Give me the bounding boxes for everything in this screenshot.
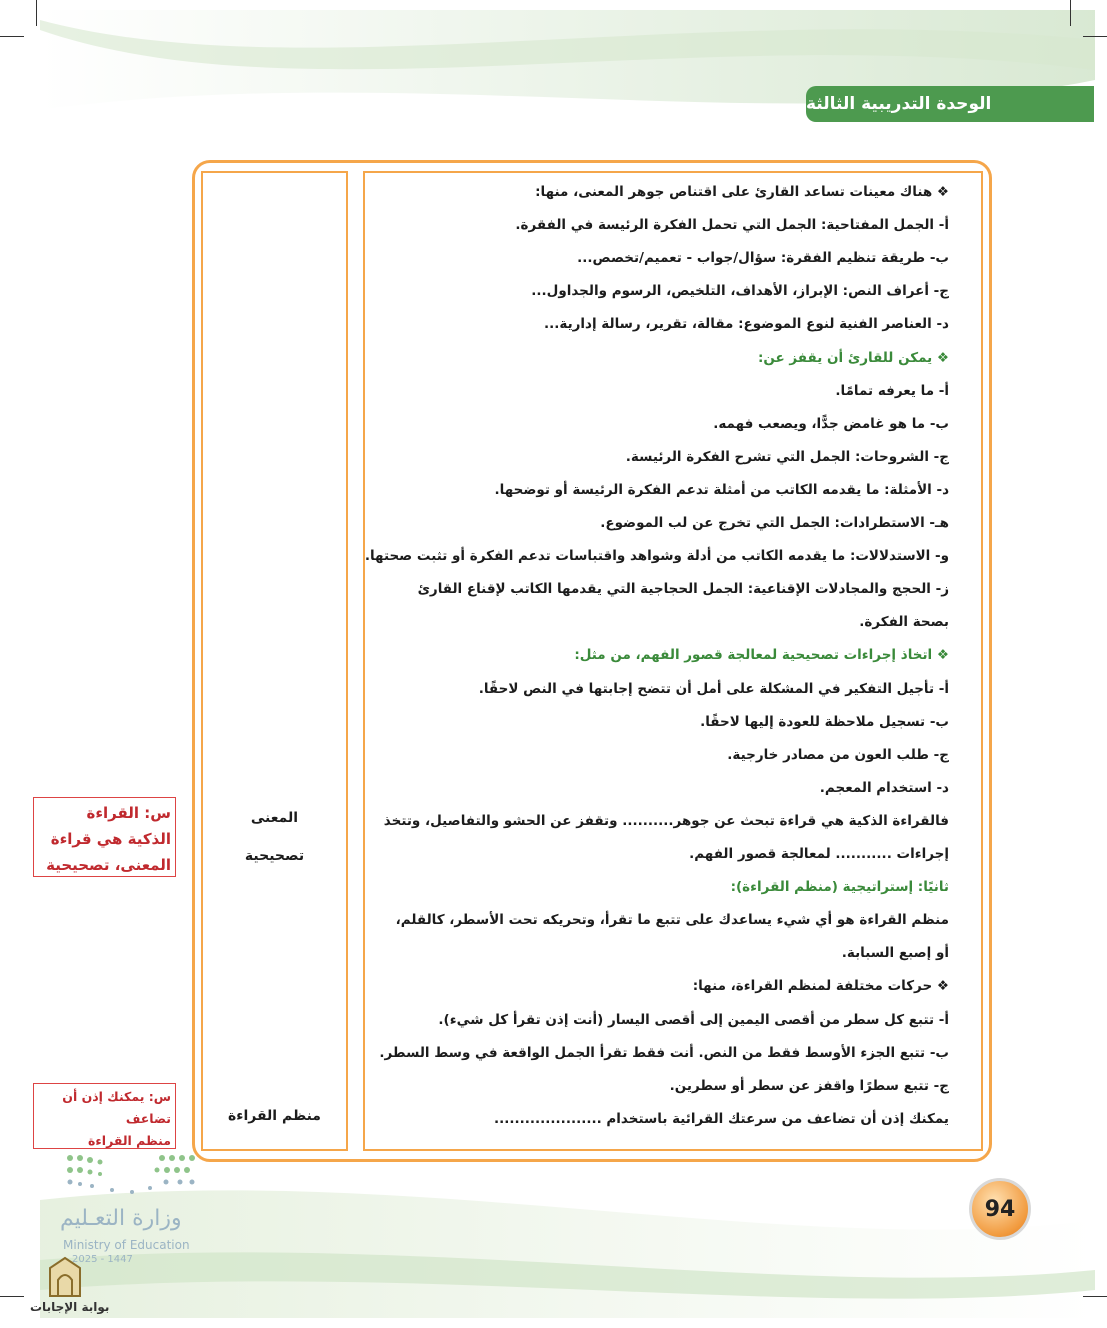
- text-line: أ- تتبع كل سطر من أقصى اليمين إلى أقصى اليسار (أنت إذن تقرأ كل شيء).: [438, 1011, 949, 1028]
- text-line: إجراءات ........... لمعالجة قصور الفهم.: [689, 846, 949, 862]
- side-note-reading-organizer: [33, 1083, 176, 1149]
- text-line: د- العناصر الفنية لنوع الموضوع: مقالة، تقرير، رسالة إدارية...: [544, 316, 949, 333]
- answer-column: [201, 171, 348, 1151]
- answer-1-line-2: تصحيحية: [244, 848, 305, 864]
- unit-title: الوحدة التدريبية الثالثة: [806, 94, 992, 114]
- text-line: ب- تتبع الجزء الأوسط فقط من النص. أنت فقط تقرأ الجمل الواقعة في وسط السطر.: [379, 1044, 949, 1061]
- page-number: 94: [984, 1196, 1016, 1222]
- text-line: ب- تسجيل ملاحظة للعودة إليها لاحقًا.: [700, 713, 949, 730]
- answer-1-line-1: المعنى: [250, 810, 299, 826]
- text-line: ج- طلب العون من مصادر خارجية.: [727, 746, 949, 763]
- text-line: ب- طريقة تنظيم الفقرة: سؤال/جواب - تعميم/تخصص...: [577, 250, 949, 267]
- text-line: ب- ما هو غامض جدًّا، ويصعب فهمه.: [713, 415, 949, 432]
- text-line: هـ- الاستطرادات: الجمل التي تخرج عن لب الموضوع.: [600, 515, 949, 531]
- text-line: يمكنك إذن أن تضاعف من سرعتك القرائية باستخدام .....................: [494, 1110, 949, 1127]
- side-note-1-question: س: القراءة الذكية هي قراءة: [50, 804, 171, 848]
- text-line: ❖ اتخاذ إجراءات تصحيحية لمعالجة قصور الفهم، من مثل:: [574, 647, 949, 664]
- ministry-name-ar: وزارة التعـليم: [60, 1206, 182, 1231]
- text-line: ز- الحجج والمجادلات الإقناعية: الجمل الحجاجية التي يقدمها الكاتب لإقناع القارئ: [417, 581, 949, 598]
- answers-portal-logo-icon: [44, 1256, 86, 1300]
- unit-title-tab: [806, 86, 1094, 122]
- text-line: ج- تتبع سطرًا واقفز عن سطر أو سطرين.: [669, 1077, 949, 1094]
- ministry-name-en: Ministry of Education: [63, 1238, 190, 1252]
- text-line: ❖ حركات مختلفة لمنظم القراءة، منها:: [692, 978, 949, 995]
- text-line: ❖ هناك معينات تساعد القارئ على اقتناص جوهر المعنى، منها:: [535, 184, 949, 200]
- text-line: أ- تأجيل التفكير في المشكلة على أمل أن تتضح إجابتها في النص لاحقًا.: [478, 680, 949, 697]
- text-line: منظم القراءة هو أي شيء يساعدك على تتبع ما تقرأ، وتحريكه تحت الأسطر، كالقلم،: [395, 912, 949, 929]
- text-line: و- الاستدلالات: ما يقدمه الكاتب من أدلة وشواهد واقتباسات تدعم الفكرة أو تثبت صحتها.: [364, 548, 949, 565]
- crop-mark: [0, 1296, 24, 1297]
- text-line: ج- الشروحات: الجمل التي تشرح الفكرة الرئيسة.: [625, 448, 949, 465]
- text-line: ج- أعراف النص: الإبراز، الأهداف، التلخيص، الرسوم والجداول...: [531, 283, 949, 300]
- crop-mark: [1083, 36, 1107, 37]
- text-line: ثانيًا: إستراتيجية (منظم القراءة):: [730, 879, 949, 896]
- text-line: أ- الجمل المفتاحية: الجمل التي تحمل الفكرة الرئيسة في الفقرة.: [515, 217, 949, 234]
- text-line: أو إصبع السبابة.: [841, 945, 949, 962]
- text-line: د- استخدام المعجم.: [819, 779, 949, 796]
- answer-2: منظم القراءة: [228, 1108, 321, 1124]
- crop-mark: [36, 0, 37, 26]
- text-line: ❖ يمكن للقارئ أن يقفز عن:: [757, 349, 949, 366]
- ministry-dots-icon: [62, 1152, 202, 1198]
- crop-mark: [1083, 1296, 1107, 1297]
- side-note-2-answer: منظم القراءة: [88, 1133, 171, 1148]
- crop-mark: [0, 36, 24, 37]
- side-note-2-question: س: يمكنك إذن أن تضاعف: [62, 1089, 171, 1126]
- ministry-years: 2025 - 1447: [72, 1254, 133, 1265]
- answers-portal-label: بوابة الإجابات: [30, 1300, 110, 1314]
- side-note-1-answer: المعنى، تصحيحية: [46, 856, 171, 874]
- crop-mark: [1070, 0, 1071, 26]
- side-note-smart-reading: [33, 797, 176, 877]
- page-number-badge: [969, 1178, 1031, 1240]
- text-line: أ- ما يعرفه تمامًا.: [835, 382, 949, 399]
- text-line: فالقراءة الذكية هي قراءة تبحث عن جوهر.......... وتقفز عن الحشو والتفاصيل، وتتخذ: [383, 812, 949, 829]
- text-line: بصحة الفكرة.: [859, 614, 949, 631]
- text-line: د- الأمثلة: ما يقدمه الكاتب من أمثلة تدعم الفكرة الرئيسة أو توضحها.: [494, 481, 949, 498]
